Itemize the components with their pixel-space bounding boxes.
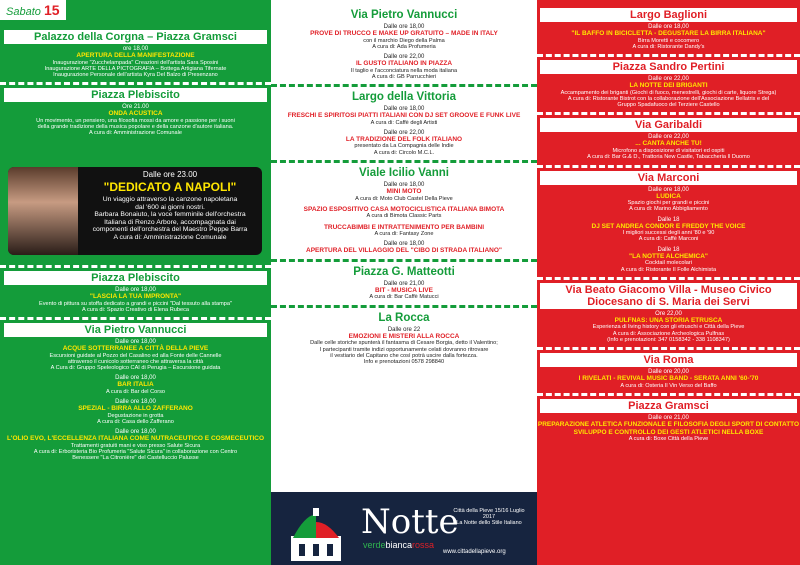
event bbox=[537, 187, 800, 213]
event-desc: A cura di: Ristorante Dandy's bbox=[632, 43, 705, 50]
event bbox=[271, 327, 537, 366]
event-title: FRESCHI E SPIRITOSI PIATTI ITALIANI CON DJ SET GROOVE E FUNK LIVE bbox=[287, 112, 521, 120]
section-via-pietro-vannucci bbox=[0, 323, 271, 462]
event bbox=[271, 182, 537, 202]
event-desc: Birra Moretti e cocomero bbox=[637, 37, 700, 44]
event-time: Dalle ore 18,00 bbox=[383, 24, 425, 30]
event-desc: A Cura di: Gruppo Speleologico CAI di Perugia – Escursione guidata bbox=[50, 365, 221, 372]
event-title: BAR ITALIA bbox=[117, 381, 154, 389]
divider bbox=[537, 165, 800, 168]
event-desc: Inaugurazione Personale dell'artista Kyra Del Balzo di Presenzano bbox=[53, 72, 218, 79]
event bbox=[0, 287, 271, 313]
event-desc: A cura di: Ada Profumeria bbox=[372, 43, 436, 50]
section-title: Via Beato Giacomo Villa - Museo Civico Diocesano di S. Maria dei Servi bbox=[540, 283, 797, 309]
event-title: APERTURA DEL VILLAGGIO DEL "CIBO DI STRADA ITALIANO" bbox=[306, 247, 502, 255]
event bbox=[537, 76, 800, 108]
event-desc: A cura di: Erboristeria Bio Profumeria "Salute Sicura" in collaborazione con Centro bbox=[33, 449, 238, 456]
event-desc: A cura di Bimota Classic Parts bbox=[366, 213, 442, 220]
event-title: PULFNAS: UNA STORIA ETRUSCA bbox=[614, 316, 723, 324]
event bbox=[0, 339, 271, 371]
website-link[interactable]: www.cittadellapieve.org bbox=[443, 549, 506, 555]
event bbox=[271, 241, 537, 255]
event bbox=[271, 130, 537, 156]
event bbox=[537, 369, 800, 389]
event-title: ACQUE SOTTERRANEE A CITTÀ DELLA PIEVE bbox=[62, 345, 209, 353]
divider bbox=[537, 277, 800, 280]
section-piazza-matteotti bbox=[271, 265, 537, 301]
event-desc: Inaugurazione "Zucchelampada" Creazioni dell'artista Sara Sposini bbox=[52, 59, 219, 66]
event-desc: A cura di: GB Parrucchieri bbox=[371, 73, 437, 80]
event bbox=[537, 247, 800, 273]
event-info bbox=[449, 508, 529, 526]
divider bbox=[537, 393, 800, 396]
event-title: PREPARAZIONE ATLETICA FUNZIONALE E FILOSOFIA DEGLI SPORT DI CONTATTO SVILUPPO E CONTROLLO DEI GESTI ATLETICI NELLA BOXE bbox=[537, 421, 800, 436]
section-via-roma bbox=[537, 353, 800, 389]
event-title: ONDA ACUSTICA bbox=[108, 110, 163, 118]
event bbox=[0, 46, 271, 78]
event-desc: Gruppo Spadafuoco del Terziere Castello bbox=[617, 102, 720, 109]
event bbox=[537, 311, 800, 343]
event-time: Dalle ore 18,00 bbox=[115, 429, 156, 436]
section-title: Palazzo della Corgna – Piazza Gramsci bbox=[4, 30, 267, 44]
event-desc: Benessere "La Citronière" del Castelluccio Palusse bbox=[72, 455, 199, 462]
divider bbox=[537, 54, 800, 57]
section-title: Via Pietro Vannucci bbox=[350, 9, 458, 21]
event-desc: Microfono a disposizione di visitatori ed ospiti bbox=[612, 147, 725, 154]
section-title: Largo della Vittoria bbox=[352, 91, 456, 104]
event-desc: Escursioni guidate al Pozzo del Casalino ed alla Fonte delle Cannelle bbox=[49, 352, 222, 359]
divider bbox=[537, 112, 800, 115]
section-title: Via Marconi bbox=[540, 171, 797, 185]
event bbox=[271, 24, 537, 50]
section-title: Piazza Plebiscito bbox=[4, 271, 267, 285]
event-time: Dalle ore 23.00 bbox=[142, 170, 198, 179]
event-desc: A cura di: Caffè degli Artisti bbox=[370, 119, 438, 126]
event-title: LA NOTTE DEI BRIGANTI bbox=[629, 82, 708, 90]
event-desc: (Info e prenotazioni: 347 0158342 - 338 1108347) bbox=[607, 336, 730, 343]
event-title: "IL BAFFO IN BICICLETTA - DEGUSTARE LA BIRRA ITALIANA" bbox=[571, 30, 766, 37]
section-largo-baglioni bbox=[537, 8, 800, 50]
event-time: Dalle ore 18,00 bbox=[115, 399, 156, 406]
green-column bbox=[0, 0, 271, 565]
event-title: "DEDICATO A NAPOLI" bbox=[103, 180, 237, 194]
event-title: LA TRADIZIONE DEL FOLK ITALIANO bbox=[345, 135, 463, 143]
event-title: BIT - MUSICA LIVE bbox=[375, 286, 433, 294]
event bbox=[0, 429, 271, 461]
event-time: Dalle ore 22,00 bbox=[648, 134, 689, 141]
section-title: Piazza Sandro Pertini bbox=[540, 60, 797, 74]
event-time: Dalle ore 18,00 bbox=[115, 287, 156, 293]
event-desc: Dalle celle storiche spunterà il fantasma di Cesare Borgia, detto il Valentino; bbox=[310, 340, 498, 347]
event-time: Dalle ore 21,00 bbox=[383, 280, 425, 287]
event-dates: Città della Pieve 15/16 Luglio 2017 bbox=[453, 508, 525, 520]
divider bbox=[271, 305, 537, 308]
event-desc: A cura di: Marino Abbigliamento bbox=[629, 206, 708, 213]
event-desc: componenti dell'orchestra del Maestro Peppe Barra bbox=[92, 226, 248, 234]
event bbox=[0, 399, 271, 425]
event-desc: A cura di: Bar Caffè Matucci bbox=[369, 294, 439, 301]
event-desc: A cura di: Moto Club Castel Della Pieve bbox=[355, 195, 453, 202]
event-time: Dalle ore 22,00 bbox=[648, 76, 689, 83]
event-desc: A cura di: Amministrazione Comunale bbox=[113, 233, 227, 241]
singer-photo bbox=[8, 167, 78, 255]
event-title: EMOZIONI E MISTERI ALLA ROCCA bbox=[348, 332, 460, 340]
event-time: Dalle ore 18,00 bbox=[383, 182, 425, 189]
section-title: Via Roma bbox=[540, 353, 797, 367]
event-desc: Un movimento, un pensiero, una filosofia mossi da amore e passione per i suoni bbox=[36, 117, 235, 124]
event-time: Dalle ore 18,00 bbox=[648, 24, 689, 30]
event-desc: Cocktail molecolari bbox=[645, 260, 692, 267]
event-title: "LA NOTTE ALCHEMICA" bbox=[629, 252, 708, 260]
event-desc: A cura di: Amministrazione Comunale bbox=[89, 130, 182, 137]
event bbox=[0, 375, 271, 395]
section-viale-icilio-vanni bbox=[271, 166, 537, 255]
event-desc: A cura di: Spazio Creativo di Elena Rubeca bbox=[82, 306, 189, 313]
section-via-marconi bbox=[537, 171, 800, 273]
section-largo-della-vittoria bbox=[271, 90, 537, 156]
event-title: MINI MOTO bbox=[386, 188, 422, 196]
day-label: Sabato bbox=[6, 6, 41, 18]
section-title: Piazza Plebiscito bbox=[4, 88, 267, 102]
section-title: Via Pietro Vannucci bbox=[4, 323, 267, 337]
notte-logo-banner bbox=[271, 492, 537, 565]
divider bbox=[271, 259, 537, 262]
divider bbox=[0, 317, 271, 320]
event-title: LUDICA bbox=[656, 192, 681, 200]
event-desc: A cura di: Osteria Il Vin Verso del Baffo bbox=[620, 382, 717, 389]
section-title: Viale Icilio Vanni bbox=[359, 167, 449, 180]
event-desc: Degustazione in grotta bbox=[107, 412, 164, 419]
event-desc: I migliori successi degli anni '80 e '90 bbox=[622, 230, 715, 237]
notte-tagline: verdebiancarossa bbox=[363, 540, 435, 550]
event-desc: Esperienza di living history con gli etruschi e Città della Pieve bbox=[592, 324, 745, 331]
event-title: ... CANTA ANCHE TU! bbox=[635, 140, 702, 148]
event-title: SPAZIO ESPOSITIVO CASA MOTOCICLISTICA ITALIANA BIMOTA bbox=[303, 205, 505, 213]
event-subtitle: La Notte dello Stile Italiano bbox=[456, 520, 522, 526]
event-desc: il vestiario del Capitano che così potrà uscire dalla fortezza. bbox=[330, 352, 478, 359]
event-desc: Info e prenotazioni 0578 298840 bbox=[363, 359, 445, 366]
event bbox=[537, 217, 800, 243]
event-desc: Accampamento dei briganti (Giochi di fuoco, menestrelli, giochi di carte, liquore Strega) bbox=[560, 89, 777, 96]
section-via-garibaldi bbox=[537, 118, 800, 160]
event-title: DJ SET ANDREA CONDOR E FREDDY THE VOICE bbox=[591, 222, 746, 230]
event bbox=[271, 206, 537, 220]
event-time: Dalle ore 22,00 bbox=[383, 54, 425, 61]
event-title: APERTURA DELLA MANIFESTAZIONE bbox=[76, 52, 195, 59]
event-desc: A cura di: Associazione Archeologica Pulfnas bbox=[612, 330, 725, 337]
event-desc: A cura di: Fantasy Zone bbox=[374, 231, 434, 238]
event-desc: Spazio giochi per grandi e piccini bbox=[627, 200, 710, 207]
section-piazza-plebiscito-2 bbox=[0, 271, 271, 313]
red-column bbox=[537, 0, 800, 565]
divider bbox=[271, 84, 537, 87]
event-desc: A cura di: Casa dello Zafferano bbox=[97, 419, 174, 426]
event-desc: A cura di: Ristorante Il Folle Alchimista bbox=[620, 266, 717, 273]
event-desc: A cura di: Ristorante Bistrot con la collaborazione dell'Associazione Bellatrix e del bbox=[567, 95, 770, 102]
section-piazza-sandro-pertini bbox=[537, 60, 800, 108]
section-title: Piazza G. Matteotti bbox=[353, 265, 455, 278]
event-time: Dalle ore 22 bbox=[387, 326, 421, 333]
event-time: Dalle ore 22,00 bbox=[383, 129, 425, 136]
event bbox=[537, 134, 800, 160]
napoli-text bbox=[80, 170, 260, 242]
event bbox=[271, 54, 537, 80]
event-time: Dalle ore 18,00 bbox=[383, 106, 425, 113]
event-title: SPEZIAL - BIRRA ALLO ZAFFERANO bbox=[78, 405, 193, 413]
event-desc: dal '600 ai giorni nostri. bbox=[135, 203, 205, 211]
section-via-pietro-vannucci bbox=[271, 8, 537, 80]
section-title: Piazza Gramsci bbox=[540, 399, 797, 413]
event-desc: Evento di pittura su stoffa dedicato a grandi e piccini "Dal tessuto alla stampa" bbox=[39, 300, 232, 307]
event bbox=[271, 281, 537, 301]
divider bbox=[0, 82, 271, 85]
white-column bbox=[271, 0, 537, 565]
dedicato-a-napoli-box bbox=[8, 167, 262, 255]
event-time: Ore 21.00 bbox=[122, 104, 149, 111]
date-badge bbox=[0, 0, 66, 20]
event-desc: Barbara Bonaiuto, la voce femminile dell'orchestra bbox=[94, 211, 246, 219]
notte-title: Notte bbox=[361, 502, 459, 542]
event bbox=[537, 415, 800, 442]
event-time: ore 18,00 bbox=[122, 46, 149, 52]
event-time: Dalle 18 bbox=[657, 246, 680, 253]
section-piazza-plebiscito bbox=[0, 88, 271, 136]
event-desc: con il marchio Diego della Palma bbox=[363, 37, 445, 44]
event-time: Dalle ore 21,00 bbox=[648, 415, 689, 422]
event-desc: attraverso il cunicolo sotterraneo che attraversa la città bbox=[67, 358, 204, 365]
event-time: Dalle ore 18,00 bbox=[115, 375, 156, 382]
event-desc: I partecipanti tramite indizi opportunamente celati dovranno ritrovare bbox=[319, 346, 489, 353]
event-desc: Il taglio e l'acconciatura nella moda italiana bbox=[350, 67, 458, 74]
divider bbox=[271, 160, 537, 163]
divider bbox=[0, 265, 271, 268]
event-desc: A cura di: Caffè Marconi bbox=[638, 236, 699, 243]
section-via-beato-giacomo-villa bbox=[537, 283, 800, 343]
event-title: IL GUSTO ITALIANO IN PIAZZA bbox=[355, 60, 453, 68]
event-desc: A cura di: Boxe Città della Pieve bbox=[628, 436, 709, 443]
section-title: Via Garibaldi bbox=[540, 118, 797, 132]
event bbox=[271, 106, 537, 126]
section-piazza-gramsci bbox=[537, 399, 800, 442]
event-desc: della grande tradizione della musica popolare e della canzone d'autore italiana. bbox=[37, 124, 234, 131]
event-desc: Trattamenti gratuiti mani e viso presso Salute Sicura bbox=[70, 442, 201, 449]
section-title: Largo Baglioni bbox=[540, 8, 797, 22]
event-title: I RIVELATI - REVIVAL MUSIC BAND - SERATA ANNI '60-'70 bbox=[578, 375, 759, 383]
event-desc: A cura di: Circolo M.C.L. bbox=[373, 149, 435, 156]
section-palazzo-corgna bbox=[0, 30, 271, 78]
divider bbox=[537, 347, 800, 350]
event-title: TRUCCABIMBI E INTRATTENIMENTO PER BAMBINI bbox=[323, 223, 485, 231]
day-number: 15 bbox=[43, 2, 60, 18]
event-time: Dalle 18 bbox=[657, 216, 680, 223]
event-desc: Italiana di Renzo Arbore, accompagnata dai bbox=[104, 218, 236, 226]
event-time: Dalle ore 18,00 bbox=[648, 186, 689, 193]
event bbox=[271, 224, 537, 238]
event-desc: Un viaggio attraverso la canzone napoletana bbox=[102, 196, 238, 203]
event-time: Dalle ore 20,00 bbox=[648, 369, 689, 376]
event-title: L'OLIO EVO, L'ECCELLENZA ITALIANA COME NUTRACEUTICO E COSMECEUTICO bbox=[6, 435, 265, 443]
event-desc: A cura di: Bar del Corso bbox=[105, 388, 166, 395]
event-desc: A cura di: Bar G.& D., Trattoria New Castle, Tabaccheria Il Duomo bbox=[587, 154, 750, 161]
event-title: "LASCIA LA TUA IMPRONTA" bbox=[89, 293, 182, 300]
event-title: PROVE DI TRUCCO E MAKE UP GRATUITO – MADE IN ITALY bbox=[310, 30, 498, 37]
event-time: Ore 22,00 bbox=[655, 310, 682, 317]
event-time: Dalle ore 18,00 bbox=[383, 241, 425, 248]
event-desc: Inaugurazione ARTE DELLA PICTOGRAFIA – Bottega Artigiana Tifernate bbox=[44, 65, 227, 72]
event-time: Dalle ore 18,00 bbox=[115, 339, 156, 346]
event-desc: presentato da La Compagnia delle Indie bbox=[354, 143, 454, 150]
section-title: La Rocca bbox=[378, 311, 430, 324]
event bbox=[537, 24, 800, 50]
church-dome-icon bbox=[281, 506, 351, 561]
section-la-rocca bbox=[271, 311, 537, 366]
event bbox=[0, 104, 271, 136]
